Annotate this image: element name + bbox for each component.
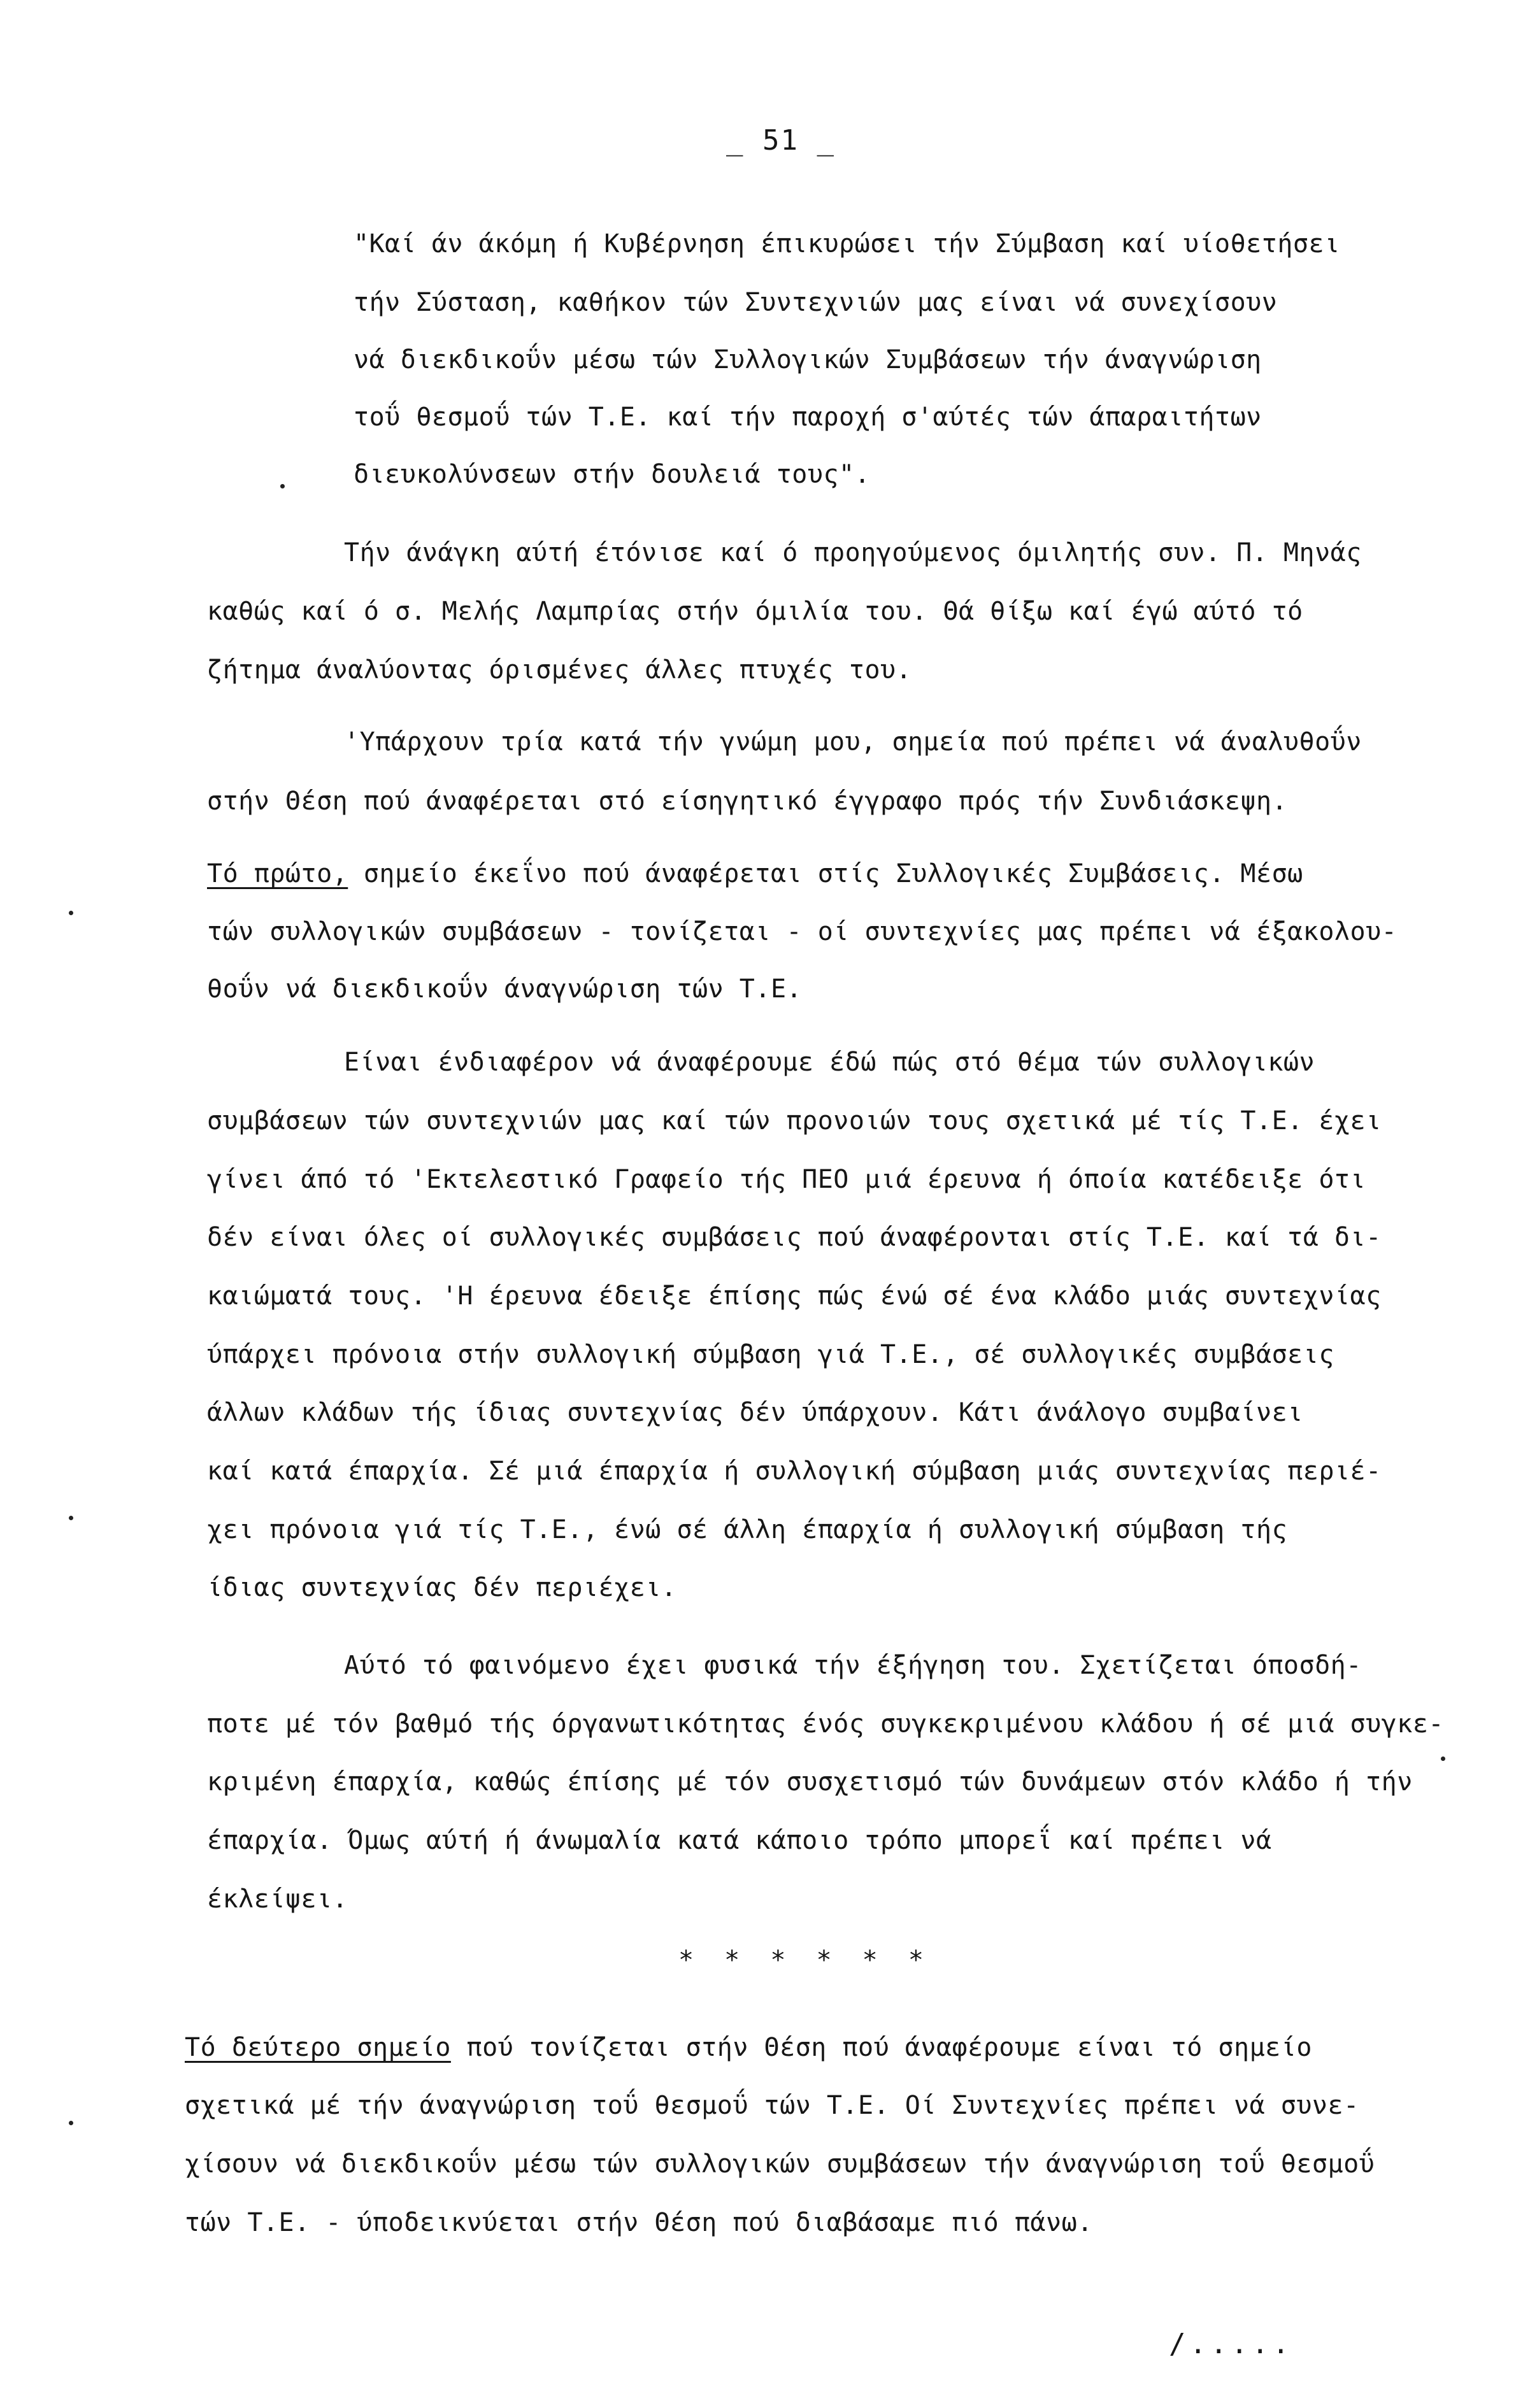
para4-line-8: καί κατά έπαρχία. Σέ μιά έπαρχία ή συλλογική σύμβαση μιάς συντεχνίας περιέ- [207,1457,1382,1486]
para6-line-2: σχετικά μέ τήν άναγνώριση τοΰ θεσμοΰ τών Τ.Ε. Οί Συντεχνίες πρέπει νά συνε- [185,2091,1359,2120]
para3-heading: Τό πρώτο, [207,859,348,888]
para4-line-3: γίνει άπό τό 'Εκτελεστικό Γραφείο τής ΠΕΟ μιά έρευνα ή όποία κατέδειξε ότι [207,1165,1366,1194]
para4-line-6: ύπάρχει πρόνοια στήν συλλογική σύμβαση γιά Τ.Ε., σέ συλλογικές συμβάσεις [207,1340,1334,1369]
para2-line-1: 'Υπάρχουν τρία κατά τήν γνώμη μου, σημεία πού πρέπει νά άναλυθοΰν [344,727,1362,757]
para4-line-10: ίδιας συντεχνίας δέν περιέχει. [207,1573,677,1602]
section-separator: * * * * * * [678,1946,931,1975]
quote-line-1: "Καί άν άκόμη ή Κυβέρνηση έπικυρώσει τήν Σύμβαση καί υίοθετήσει [354,229,1340,259]
para1-line-2: καθώς καί ό σ. Μελής Λαμπρίας στήν όμιλία του. Θά θίξω καί έγώ αύτό τό [207,597,1303,626]
scan-speck [1441,1756,1445,1761]
para6-line-1-rest: πού τονίζεται στήν Θέση πού άναφέρουμε είναι τό σημείο [450,2033,1312,2062]
para5-line-5: έκλείψει. [207,1884,348,1914]
para4-line-1: Είναι ένδιαφέρον νά άναφέρουμε έδώ πώς στό θέμα τών συλλογικών [344,1048,1315,1077]
quote-line-5: διευκολύνσεων στήν δουλειά τους". [354,460,871,489]
para6-line-4: τών Τ.Ε. - ύποδεικνύεται στήν Θέση πού διαβάσαμε πιό πάνω. [185,2208,1093,2237]
para2-line-2: στήν Θέση πού άναφέρεται στό είσηγητικό έγγραφο πρός τήν Συνδιάσκεψη. [207,787,1288,816]
para5-line-1: Αύτό τό φαινόμενο έχει φυσικά τήν έξήγηση του. Σχετίζεται όποσδή- [344,1651,1362,1680]
para1-line-1: Τήν άνάγκη αύτή έτόνισε καί ό προηγούμενος όμιλητής συν. Π. Μηνάς [344,538,1362,567]
para5-line-3: κριμένη έπαρχία, καθώς έπίσης μέ τόν συσχετισμό τών δυνάμεων στόν κλάδο ή τήν [207,1767,1413,1797]
scan-speck [69,2121,73,2125]
para4-line-4: δέν είναι όλες οί συλλογικές συμβάσεις πού άναφέρονται στίς Τ.Ε. καί τά δι- [207,1223,1382,1252]
para4-line-2: συμβάσεων τών συντεχνιών μας καί τών προνοιών τους σχετικά μέ τίς Τ.Ε. έχει [207,1106,1382,1136]
para1-line-3: ζήτημα άναλύοντας όρισμένες άλλες πτυχές του. [207,655,912,685]
para6-heading: Τό δεύτερο σημείο [185,2033,451,2062]
para4-line-5: καιώματά τους. 'Η έρευνα έδειξε έπίσης πώς ένώ σέ ένα κλάδο μιάς συντεχνίας [207,1281,1382,1311]
para4-line-9: χει πρόνοια γιά τίς Τ.Ε., ένώ σέ άλλη έπαρχία ή συλλογική σύμβαση τής [207,1515,1288,1544]
para6-line-1 [185,2035,1312,2060]
quote-line-4: τοΰ θεσμοΰ τών Τ.Ε. καί τήν παροχή σ'αύτές τών άπαραιτήτων [354,403,1262,432]
para3-line-1 [207,861,1303,887]
para4-line-7: άλλων κλάδων τής ίδιας συντεχνίας δέν ύπάρχουν. Κάτι άνάλογο συμβαίνει [207,1398,1303,1427]
para3-line-3: θοΰν νά διεκδικοΰν άναγνώριση τών Τ.Ε. [207,974,803,1004]
continuation-mark: /..... [1169,2328,1293,2360]
para5-line-4: έπαρχία. Όμως αύτή ή άνωμαλία κατά κάποιο τρόπο μπορεΐ καί πρέπει νά [207,1826,1272,1855]
para3-line-2: τών συλλογικών συμβάσεων - τονίζεται - οί συντεχνίες μας πρέπει νά έξακολου- [207,917,1398,946]
scan-speck [280,484,285,488]
para5-line-2: ποτε μέ τόν βαθμό τής όργανωτικότητας ένός συγκεκριμένου κλάδου ή σέ μιά συγκε- [207,1709,1444,1739]
scan-speck [69,1516,73,1520]
para6-line-3: χίσουν νά διεκδικοΰν μέσω τών συλλογικών συμβάσεων τήν άναγνώριση τοΰ θεσμοΰ [185,2149,1375,2179]
page-number: _ 51 _ [726,124,835,157]
para3-line-1-rest: σημείο έκεΐνο πού άναφέρεται στίς Συλλογικές Συμβάσεις. Μέσω [348,859,1303,888]
quote-line-2: τήν Σύσταση, καθήκον τών Συντεχνιών μας είναι νά συνεχίσουν [354,288,1278,317]
scan-speck [69,911,73,915]
quote-line-3: νά διεκδικοΰν μέσω τών Συλλογικών Συμβάσεων τήν άναγνώριση [354,345,1262,374]
